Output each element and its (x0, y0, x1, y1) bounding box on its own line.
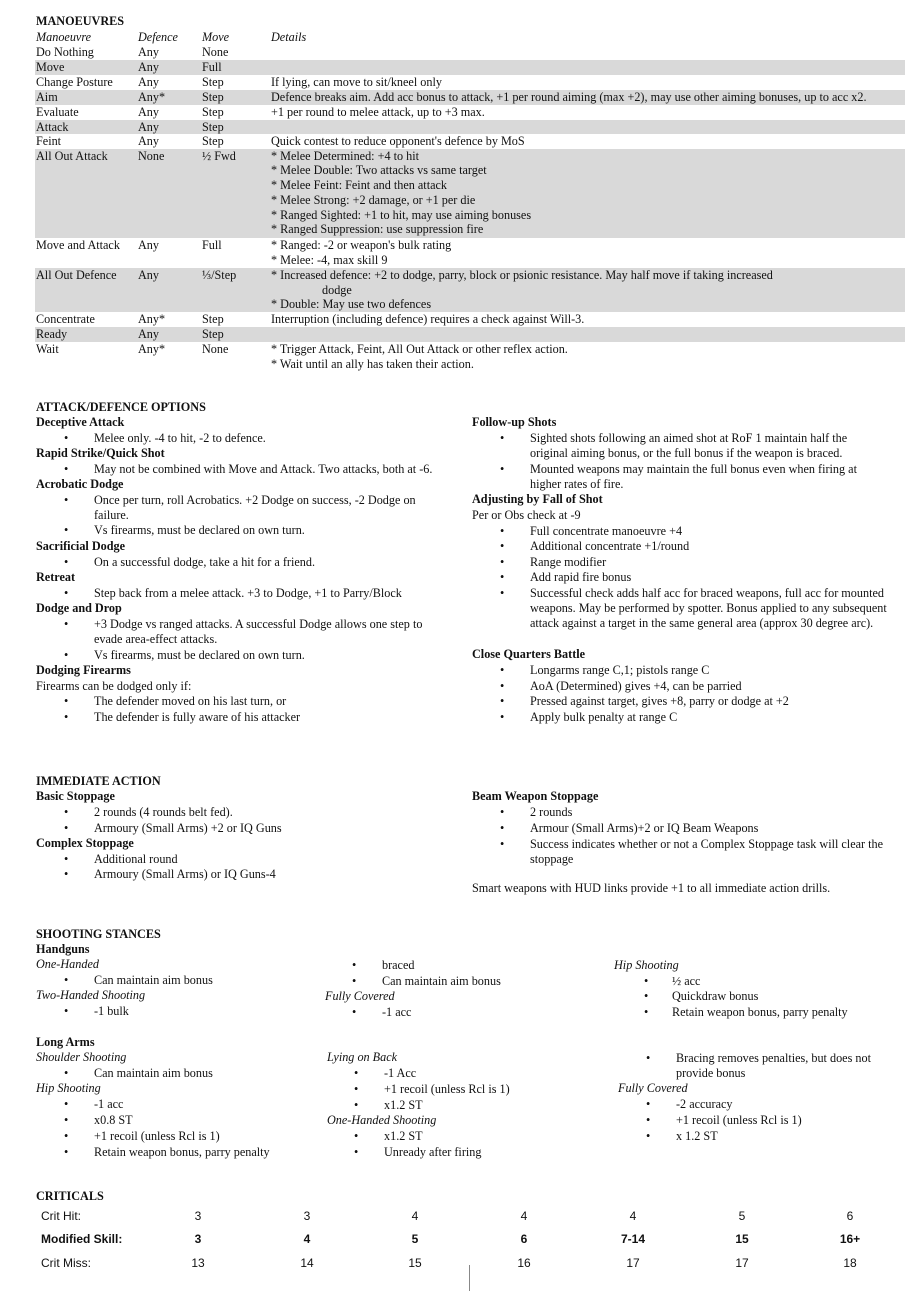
complex-stoppage-heading: Complex Stoppage (36, 836, 134, 850)
list-item: • braced (352, 958, 602, 973)
modified-skill-value: 4 (303, 1232, 311, 1246)
details-cell: * Ranged: -2 or weapon's bulk rating (271, 238, 452, 252)
list-item: • The defender is fully aware of his attacker (64, 710, 444, 725)
list-item-text: Success indicates whether or not a Complex Stoppage task will clear the stoppage (530, 837, 884, 866)
list-item: • Armour (Small Arms)+2 or IQ Beam Weapons (500, 821, 910, 836)
list-item: • Add rapid fire bonus (500, 570, 900, 585)
list-item-text: Armour (Small Arms)+2 or IQ Beam Weapons (530, 821, 759, 835)
list-item: • Bracing removes penalties, but does not provide bonus (646, 1051, 886, 1081)
list-item-text: braced (382, 958, 415, 972)
list-item: • +3 Dodge vs ranged attacks. A successful Dodge allows one step to evade area-effect attacks. (64, 617, 444, 647)
defence-cell: Any (138, 268, 159, 282)
manoeuvre-cell: Aim (36, 90, 58, 104)
list-item: • The defender moved on his last turn, or (64, 694, 444, 709)
crit-miss-value: 18 (843, 1256, 857, 1270)
one-handed-heading: One-Handed (36, 957, 99, 971)
dodge-and-drop-heading: Dodge and Drop (36, 601, 122, 615)
handguns-heading: Handguns (36, 942, 90, 956)
move-cell: Step (202, 75, 224, 89)
list-item-text: -2 accuracy (676, 1097, 733, 1111)
table-row (35, 312, 905, 327)
list-item-text: x 1.2 ST (676, 1129, 718, 1143)
page-divider (469, 1265, 470, 1291)
defence-cell: Any (138, 134, 159, 148)
list-item: • x1.2 ST (354, 1098, 604, 1113)
table-row (35, 297, 905, 312)
move-cell: Full (202, 60, 222, 74)
list-item-text: Additional concentrate +1/round (530, 539, 690, 553)
list-item: • Longarms range C,1; pistols range C (500, 663, 900, 678)
header-details: Details (271, 30, 307, 44)
list-item-text: Retain weapon bonus, parry penalty (672, 1005, 848, 1019)
list-item: • +1 recoil (unless Rcl is 1) (64, 1129, 314, 1144)
table-row (35, 268, 905, 283)
list-item: • ½ acc (644, 974, 904, 989)
list-item: • Additional concentrate +1/round (500, 539, 900, 554)
list-item: • Success indicates whether or not a Complex Stoppage task will clear the stoppage (500, 837, 910, 867)
list-item: • Successful check adds half acc for braced weapons, full acc for mounted weapons. May be performed by spotter. Bonus applied to any subsequent attack against a target in the same general area (approx 30 degree arc). (500, 586, 900, 631)
crit-miss-value: 17 (626, 1256, 640, 1270)
list-item-text: -1 Acc (384, 1066, 417, 1080)
details-cell: * Increased defence: +2 to dodge, parry, block or psionic resistance. May half move if taking increased (271, 268, 773, 282)
list-item-text: +1 recoil (unless Rcl is 1) (676, 1113, 802, 1127)
move-cell: None (202, 342, 229, 356)
manoeuvre-cell: Ready (36, 327, 68, 341)
move-cell: Step (202, 312, 224, 326)
list-item-text: x1.2 ST (384, 1129, 423, 1143)
basic-stoppage-heading: Basic Stoppage (36, 789, 115, 803)
list-item: • Can maintain aim bonus (64, 973, 314, 988)
list-item-text: Step back from a melee attack. +3 to Dodge, +1 to Parry/Block (94, 586, 402, 600)
list-item-text: Can maintain aim bonus (94, 973, 213, 987)
table-row (35, 357, 905, 372)
crit-miss-label: Crit Miss: (41, 1256, 91, 1270)
modified-skill-value: 7-14 (620, 1232, 646, 1246)
details-cell: dodge (322, 283, 352, 297)
crit-hit-value: 4 (520, 1209, 528, 1223)
list-item: • Additional round (64, 852, 444, 867)
hip-shooting-heading: Hip Shooting (614, 958, 679, 972)
list-item-text: -1 bulk (94, 1004, 129, 1018)
table-row (35, 327, 905, 342)
table-row (35, 193, 905, 208)
list-item-text: Pressed against target, gives +8, parry or dodge at +2 (530, 694, 789, 708)
lying-on-back-heading: Lying on Back (327, 1050, 398, 1064)
modified-skill-value: 16+ (839, 1232, 861, 1246)
adjusting-intro: Per or Obs check at -9 (472, 508, 581, 522)
acrobatic-dodge-heading: Acrobatic Dodge (36, 477, 124, 491)
crit-hit-value: 6 (846, 1209, 854, 1223)
list-item-text: Quickdraw bonus (672, 989, 759, 1003)
manoeuvre-cell: Attack (36, 120, 69, 134)
list-item-text: 2 rounds (4 rounds belt fed). (94, 805, 233, 819)
fully-covered-heading: Fully Covered (325, 989, 395, 1003)
list-item-text: Add rapid fire bonus (530, 570, 632, 584)
list-item: • Apply bulk penalty at range C (500, 710, 900, 725)
list-item-text: Apply bulk penalty at range C (530, 710, 678, 724)
details-cell: +1 per round to melee attack, up to +3 max. (271, 105, 485, 119)
crit-miss-value: 13 (191, 1256, 205, 1270)
list-item-text: Retain weapon bonus, parry penalty (94, 1145, 270, 1159)
table-row (35, 283, 905, 297)
details-cell: Quick contest to reduce opponent's defence by MoS (271, 134, 525, 148)
manoeuvre-cell: Feint (36, 134, 62, 148)
table-row (35, 75, 905, 90)
list-item: • Quickdraw bonus (644, 989, 904, 1004)
list-item: • -1 acc (64, 1097, 314, 1112)
move-cell: ⅓/Step (202, 268, 237, 282)
table-row (35, 105, 905, 120)
list-item: • Armoury (Small Arms) or IQ Guns-4 (64, 867, 444, 882)
defence-cell: Any* (138, 90, 166, 104)
details-cell: Interruption (including defence) requires a check against Will-3. (271, 312, 585, 326)
sacrificial-dodge-heading: Sacrificial Dodge (36, 539, 126, 553)
retreat-heading: Retreat (36, 570, 76, 584)
list-item-text: Melee only. -4 to hit, -2 to defence. (94, 431, 266, 445)
table-row (35, 120, 905, 134)
move-cell: Full (202, 238, 222, 252)
crit-hit-value: 4 (411, 1209, 419, 1223)
list-item: • Vs firearms, must be declared on own turn. (64, 648, 444, 663)
list-item: • Once per turn, roll Acrobatics. +2 Dodge on success, -2 Dodge on failure. (64, 493, 444, 523)
details-cell: * Melee Determined: +4 to hit (271, 149, 420, 163)
details-cell: * Trigger Attack, Feint, All Out Attack or other reflex action. (271, 342, 568, 356)
table-row (35, 253, 905, 268)
list-item: • Full concentrate manoeuvre +4 (500, 524, 900, 539)
list-item-text: AoA (Determined) gives +4, can be parried (530, 679, 742, 693)
table-row (35, 134, 905, 149)
list-item: • x1.2 ST (354, 1129, 604, 1144)
defence-cell: Any* (138, 312, 166, 326)
list-item-text: +1 recoil (unless Rcl is 1) (384, 1082, 510, 1096)
manoeuvre-cell: Move (36, 60, 65, 74)
move-cell: None (202, 45, 229, 59)
manoeuvre-cell: All Out Defence (36, 268, 117, 282)
list-item-text: Full concentrate manoeuvre +4 (530, 524, 683, 538)
criticals-title: CRITICALS (36, 1189, 104, 1203)
list-item-text: Vs firearms, must be declared on own turn. (94, 648, 305, 662)
table-row (35, 238, 905, 253)
details-cell: * Ranged Sighted: +1 to hit, may use aiming bonuses (271, 208, 532, 222)
list-item-text: ½ acc (672, 974, 701, 988)
list-item: • Range modifier (500, 555, 900, 570)
move-cell: Step (202, 105, 224, 119)
table-row (35, 90, 905, 105)
list-item-text: 2 rounds (530, 805, 573, 819)
crit-hit-value: 4 (629, 1209, 637, 1223)
list-item: • Sighted shots following an aimed shot at RoF 1 maintain half the original aiming bonus, or the full bonus if the weapon is braced. (500, 431, 880, 461)
list-item-text: Can maintain aim bonus (382, 974, 501, 988)
smart-weapons-note: Smart weapons with HUD links provide +1 to all immediate action drills. (472, 881, 831, 895)
details-cell: Defence breaks aim. Add acc bonus to attack, +1 per round aiming (max +2), may use other aiming bonuses, up to acc x2. (271, 90, 867, 104)
immediate-action-title: IMMEDIATE ACTION (36, 774, 161, 788)
defence-cell: Any (138, 105, 159, 119)
table-row (35, 163, 905, 178)
crit-miss-value: 17 (735, 1256, 749, 1270)
list-item: • -1 acc (352, 1005, 602, 1020)
crit-miss-value: 15 (408, 1256, 422, 1270)
list-item-text: The defender moved on his last turn, or (94, 694, 287, 708)
move-cell: Step (202, 134, 224, 148)
details-cell: If lying, can move to sit/kneel only (271, 75, 442, 89)
modified-skill-value: 6 (520, 1232, 528, 1246)
details-cell: * Melee Strong: +2 damage, or +1 per die (271, 193, 476, 207)
manoeuvre-cell: Wait (36, 342, 59, 356)
list-item-text: Can maintain aim bonus (94, 1066, 213, 1080)
crit-hit-label: Crit Hit: (41, 1209, 81, 1223)
list-item-text: On a successful dodge, take a hit for a friend. (94, 555, 315, 569)
list-item-text: Additional round (94, 852, 178, 866)
list-item: • Mounted weapons may maintain the full bonus even when firing at higher rates of fire. (500, 462, 880, 492)
list-item-text: May not be combined with Move and Attack. Two attacks, both at -6. (94, 462, 433, 476)
deceptive-attack-heading: Deceptive Attack (36, 415, 125, 429)
list-item: • 2 rounds (4 rounds belt fed). (64, 805, 444, 820)
beam-weapon-stoppage-heading: Beam Weapon Stoppage (472, 789, 599, 803)
defence-cell: Any (138, 238, 159, 252)
rapid-strike-heading: Rapid Strike/Quick Shot (36, 446, 165, 460)
table-row (35, 222, 905, 238)
manoeuvre-cell: Do Nothing (36, 45, 94, 59)
close-quarters-battle-heading: Close Quarters Battle (472, 647, 586, 661)
manoeuvres-header (35, 30, 905, 45)
details-cell: * Melee: -4, max skill 9 (271, 253, 388, 267)
shooting-stances-title: SHOOTING STANCES (36, 927, 161, 941)
list-item: • Vs firearms, must be declared on own turn. (64, 523, 444, 538)
table-row (35, 178, 905, 193)
manoeuvre-cell: Concentrate (36, 312, 95, 326)
move-cell: Step (202, 90, 224, 104)
table-row (35, 208, 905, 222)
list-item: • x0.8 ST (64, 1113, 314, 1128)
list-item: • Melee only. -4 to hit, -2 to defence. (64, 431, 444, 446)
hip-shooting-long-heading: Hip Shooting (36, 1081, 101, 1095)
list-item: • Pressed against target, gives +8, parry or dodge at +2 (500, 694, 900, 709)
list-item-text: Armoury (Small Arms) +2 or IQ Guns (94, 821, 282, 835)
list-item-text: Armoury (Small Arms) or IQ Guns-4 (94, 867, 276, 881)
manoeuvre-cell: Change Posture (36, 75, 113, 89)
shoulder-shooting-heading: Shoulder Shooting (36, 1050, 127, 1064)
defence-cell: Any (138, 75, 159, 89)
list-item-text: Successful check adds half acc for braced weapons, full acc for mounted weapons. May be performed by spotter. Bonus applied to any subsequent attack against a target in the same general area (approx 30 degree arc). (530, 586, 887, 630)
move-cell: ½ Fwd (202, 149, 236, 163)
list-item-text: The defender is fully aware of his attacker (94, 710, 301, 724)
table-row (35, 342, 905, 357)
defence-cell: Any* (138, 342, 166, 356)
list-item-text: -1 acc (382, 1005, 412, 1019)
dodging-firearms-intro: Firearms can be dodged only if: (36, 679, 192, 693)
manoeuvre-cell: Evaluate (36, 105, 79, 119)
defence-cell: Any (138, 60, 159, 74)
list-item-text: x0.8 ST (94, 1113, 133, 1127)
list-item-text: Sighted shots following an aimed shot at RoF 1 maintain half the original aiming bonus, or the full bonus if the weapon is braced. (530, 431, 848, 460)
crit-hit-value: 3 (303, 1209, 311, 1223)
list-item: • Can maintain aim bonus (352, 974, 602, 989)
list-item: • x 1.2 ST (646, 1129, 886, 1144)
list-item-text: Unready after firing (384, 1145, 482, 1159)
list-item-text: -1 acc (94, 1097, 124, 1111)
move-cell: Step (202, 120, 224, 134)
crit-hit-value: 3 (194, 1209, 202, 1223)
list-item: • -1 bulk (64, 1004, 314, 1019)
list-item-text: Mounted weapons may maintain the full bonus even when firing at higher rates of fire. (530, 462, 857, 491)
list-item: • +1 recoil (unless Rcl is 1) (646, 1113, 886, 1128)
list-item-text: Once per turn, roll Acrobatics. +2 Dodge on success, -2 Dodge on failure. (94, 493, 416, 522)
defence-cell: Any (138, 327, 159, 341)
list-item: • AoA (Determined) gives +4, can be parried (500, 679, 900, 694)
details-cell: * Ranged Suppression: use suppression fire (271, 222, 484, 236)
list-item-text: +3 Dodge vs ranged attacks. A successful Dodge allows one step to evade area-effect attacks. (94, 617, 423, 646)
manoeuvres-title: MANOEUVRES (36, 14, 125, 28)
list-item: • Step back from a melee attack. +3 to Dodge, +1 to Parry/Block (64, 586, 444, 601)
list-item: • On a successful dodge, take a hit for a friend. (64, 555, 444, 570)
details-cell: * Double: May use two defences (271, 297, 432, 311)
list-item: • Retain weapon bonus, parry penalty (644, 1005, 904, 1020)
table-row (35, 149, 905, 163)
crit-miss-value: 14 (300, 1256, 314, 1270)
list-item: • 2 rounds (500, 805, 910, 820)
long-arms-heading: Long Arms (36, 1035, 95, 1049)
defence-cell: Any (138, 120, 159, 134)
follow-up-shots-heading: Follow-up Shots (472, 415, 557, 429)
defence-cell: Any (138, 45, 159, 59)
adjusting-fall-of-shot-heading: Adjusting by Fall of Shot (472, 492, 603, 506)
modified-skill-label: Modified Skill: (41, 1232, 123, 1246)
list-item: • May not be combined with Move and Attack. Two attacks, both at -6. (64, 462, 464, 477)
dodging-firearms-heading: Dodging Firearms (36, 663, 131, 677)
header-manoeuvre: Manoeuvre (36, 30, 92, 44)
manoeuvre-cell: All Out Attack (36, 149, 108, 163)
list-item-text: +1 recoil (unless Rcl is 1) (94, 1129, 220, 1143)
manoeuvre-cell: Move and Attack (36, 238, 120, 252)
header-defence: Defence (138, 30, 178, 44)
list-item: • Retain weapon bonus, parry penalty (64, 1145, 334, 1160)
list-item: • +1 recoil (unless Rcl is 1) (354, 1082, 604, 1097)
list-item: • -1 Acc (354, 1066, 604, 1081)
table-row (35, 45, 905, 60)
one-handed-shooting-heading: One-Handed Shooting (327, 1113, 437, 1127)
defence-cell: None (138, 149, 165, 163)
modified-skill-value: 15 (735, 1232, 749, 1246)
list-item: • Unready after firing (354, 1145, 604, 1160)
list-item: • Armoury (Small Arms) +2 or IQ Guns (64, 821, 444, 836)
modified-skill-value: 3 (194, 1232, 202, 1246)
list-item-text: Range modifier (530, 555, 607, 569)
details-cell: * Melee Feint: Feint and then attack (271, 178, 447, 192)
details-cell: * Wait until an ally has taken their action. (271, 357, 474, 371)
list-item-text: Vs firearms, must be declared on own turn. (94, 523, 305, 537)
crit-miss-value: 16 (517, 1256, 531, 1270)
fully-covered-long-heading: Fully Covered (618, 1081, 688, 1095)
list-item-text: Bracing removes penalties, but does not provide bonus (676, 1051, 871, 1080)
attack-defence-title: ATTACK/DEFENCE OPTIONS (36, 400, 206, 414)
header-move: Move (202, 30, 230, 44)
details-cell: * Melee Double: Two attacks vs same target (271, 163, 487, 177)
list-item: • Can maintain aim bonus (64, 1066, 314, 1081)
list-item-text: Longarms range C,1; pistols range C (530, 663, 710, 677)
table-row (35, 60, 905, 75)
two-handed-heading: Two-Handed Shooting (36, 988, 146, 1002)
modified-skill-value: 5 (411, 1232, 419, 1246)
list-item: • -2 accuracy (646, 1097, 886, 1112)
list-item-text: x1.2 ST (384, 1098, 423, 1112)
move-cell: Step (202, 327, 224, 341)
crit-hit-value: 5 (738, 1209, 746, 1223)
